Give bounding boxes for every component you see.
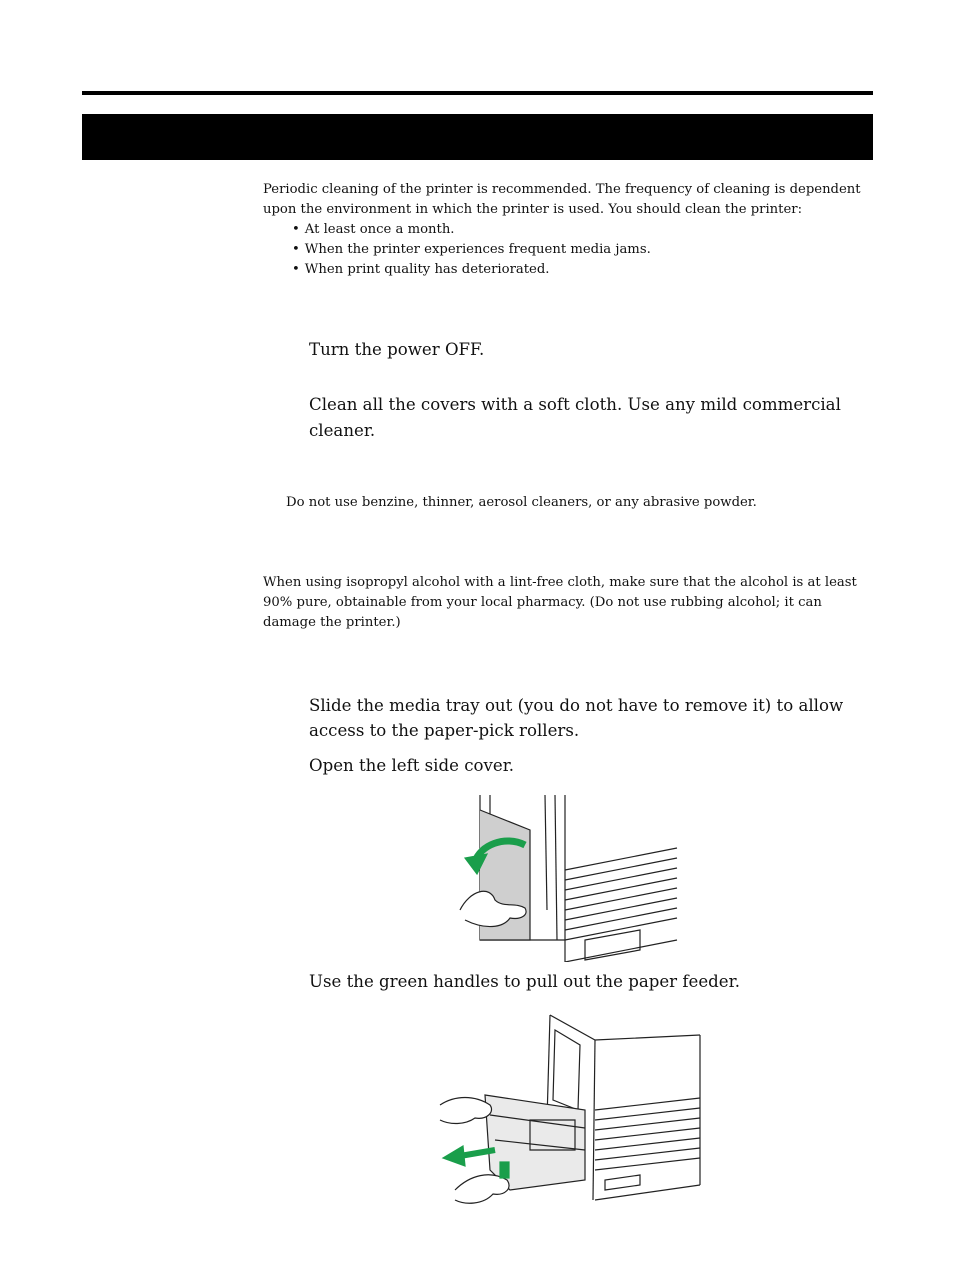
list-item: • At least once a month. [292, 220, 651, 240]
step-clean-covers-line-1: Clean all the covers with a soft cloth. Use any mild commercial [309, 395, 841, 414]
intro-line-2: upon the environment in which the printer is used. You should clean the printer: [263, 202, 803, 217]
list-item: • When the printer experiences frequent media jams. [292, 240, 651, 260]
green-handle-icon [500, 1162, 509, 1178]
note-line-1: When using isopropyl alcohol with a lint-free cloth, make sure that the alcohol is at least [263, 575, 857, 590]
step-slide-tray-line-2: access to the paper-pick rollers. [309, 721, 580, 740]
open-left-cover-illustration [455, 790, 685, 962]
step-power-off: Turn the power OFF. [309, 340, 485, 359]
step-slide-tray-line-1: Slide the media tray out (you do not have to remove it) to allow [309, 696, 844, 715]
intro-line-1: Periodic cleaning of the printer is recommended. The frequency of cleaning is dependent [263, 182, 861, 197]
pull-paper-feeder-illustration [435, 1010, 705, 1210]
list-item: • When print quality has deteriorated. [292, 260, 651, 280]
note-line-3: damage the printer.) [263, 615, 401, 630]
section-banner [82, 114, 873, 160]
step-open-cover: Open the left side cover. [309, 756, 515, 775]
caution-text: Do not use benzine, thinner, aerosol cleaners, or any abrasive powder. [286, 495, 757, 510]
note-line-2: 90% pure, obtainable from your local pharmacy. (Do not use rubbing alcohol; it can [263, 595, 822, 610]
step-clean-covers-line-2: cleaner. [309, 421, 376, 440]
top-rule [82, 91, 873, 95]
step-pull-feeder: Use the green handles to pull out the paper feeder. [309, 972, 740, 991]
cleaning-conditions-list [292, 220, 651, 280]
